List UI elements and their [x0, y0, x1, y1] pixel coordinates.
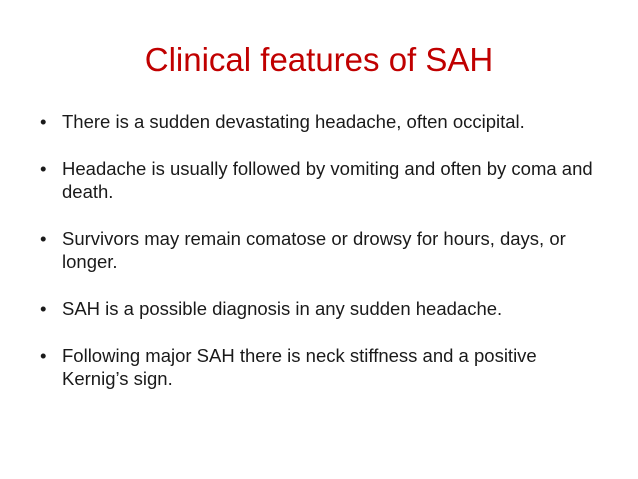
bullet-icon: •: [40, 345, 47, 366]
list-item: [40, 227, 600, 273]
bullet-icon: •: [40, 158, 47, 179]
bullet-text: Survivors may remain comatose or drowsy for hours, days, or longer.: [62, 228, 566, 272]
list-item: [40, 157, 600, 203]
bullet-icon: •: [40, 111, 47, 132]
bullet-icon: •: [40, 298, 47, 319]
bullet-text: Headache is usually followed by vomiting and often by coma and death.: [62, 158, 593, 202]
slide-title: Clinical features of SAH: [144, 41, 494, 78]
bullet-icon: •: [40, 228, 47, 249]
list-item: [40, 297, 600, 320]
bullet-text: Following major SAH there is neck stiffness and a positive Kernig’s sign.: [62, 345, 537, 389]
bullet-text: There is a sudden devastating headache, often occipital.: [62, 111, 525, 132]
list-item: [40, 344, 600, 390]
bullet-text: SAH is a possible diagnosis in any sudden headache.: [62, 298, 503, 319]
bullet-list: [40, 110, 600, 390]
list-item: [40, 110, 600, 133]
